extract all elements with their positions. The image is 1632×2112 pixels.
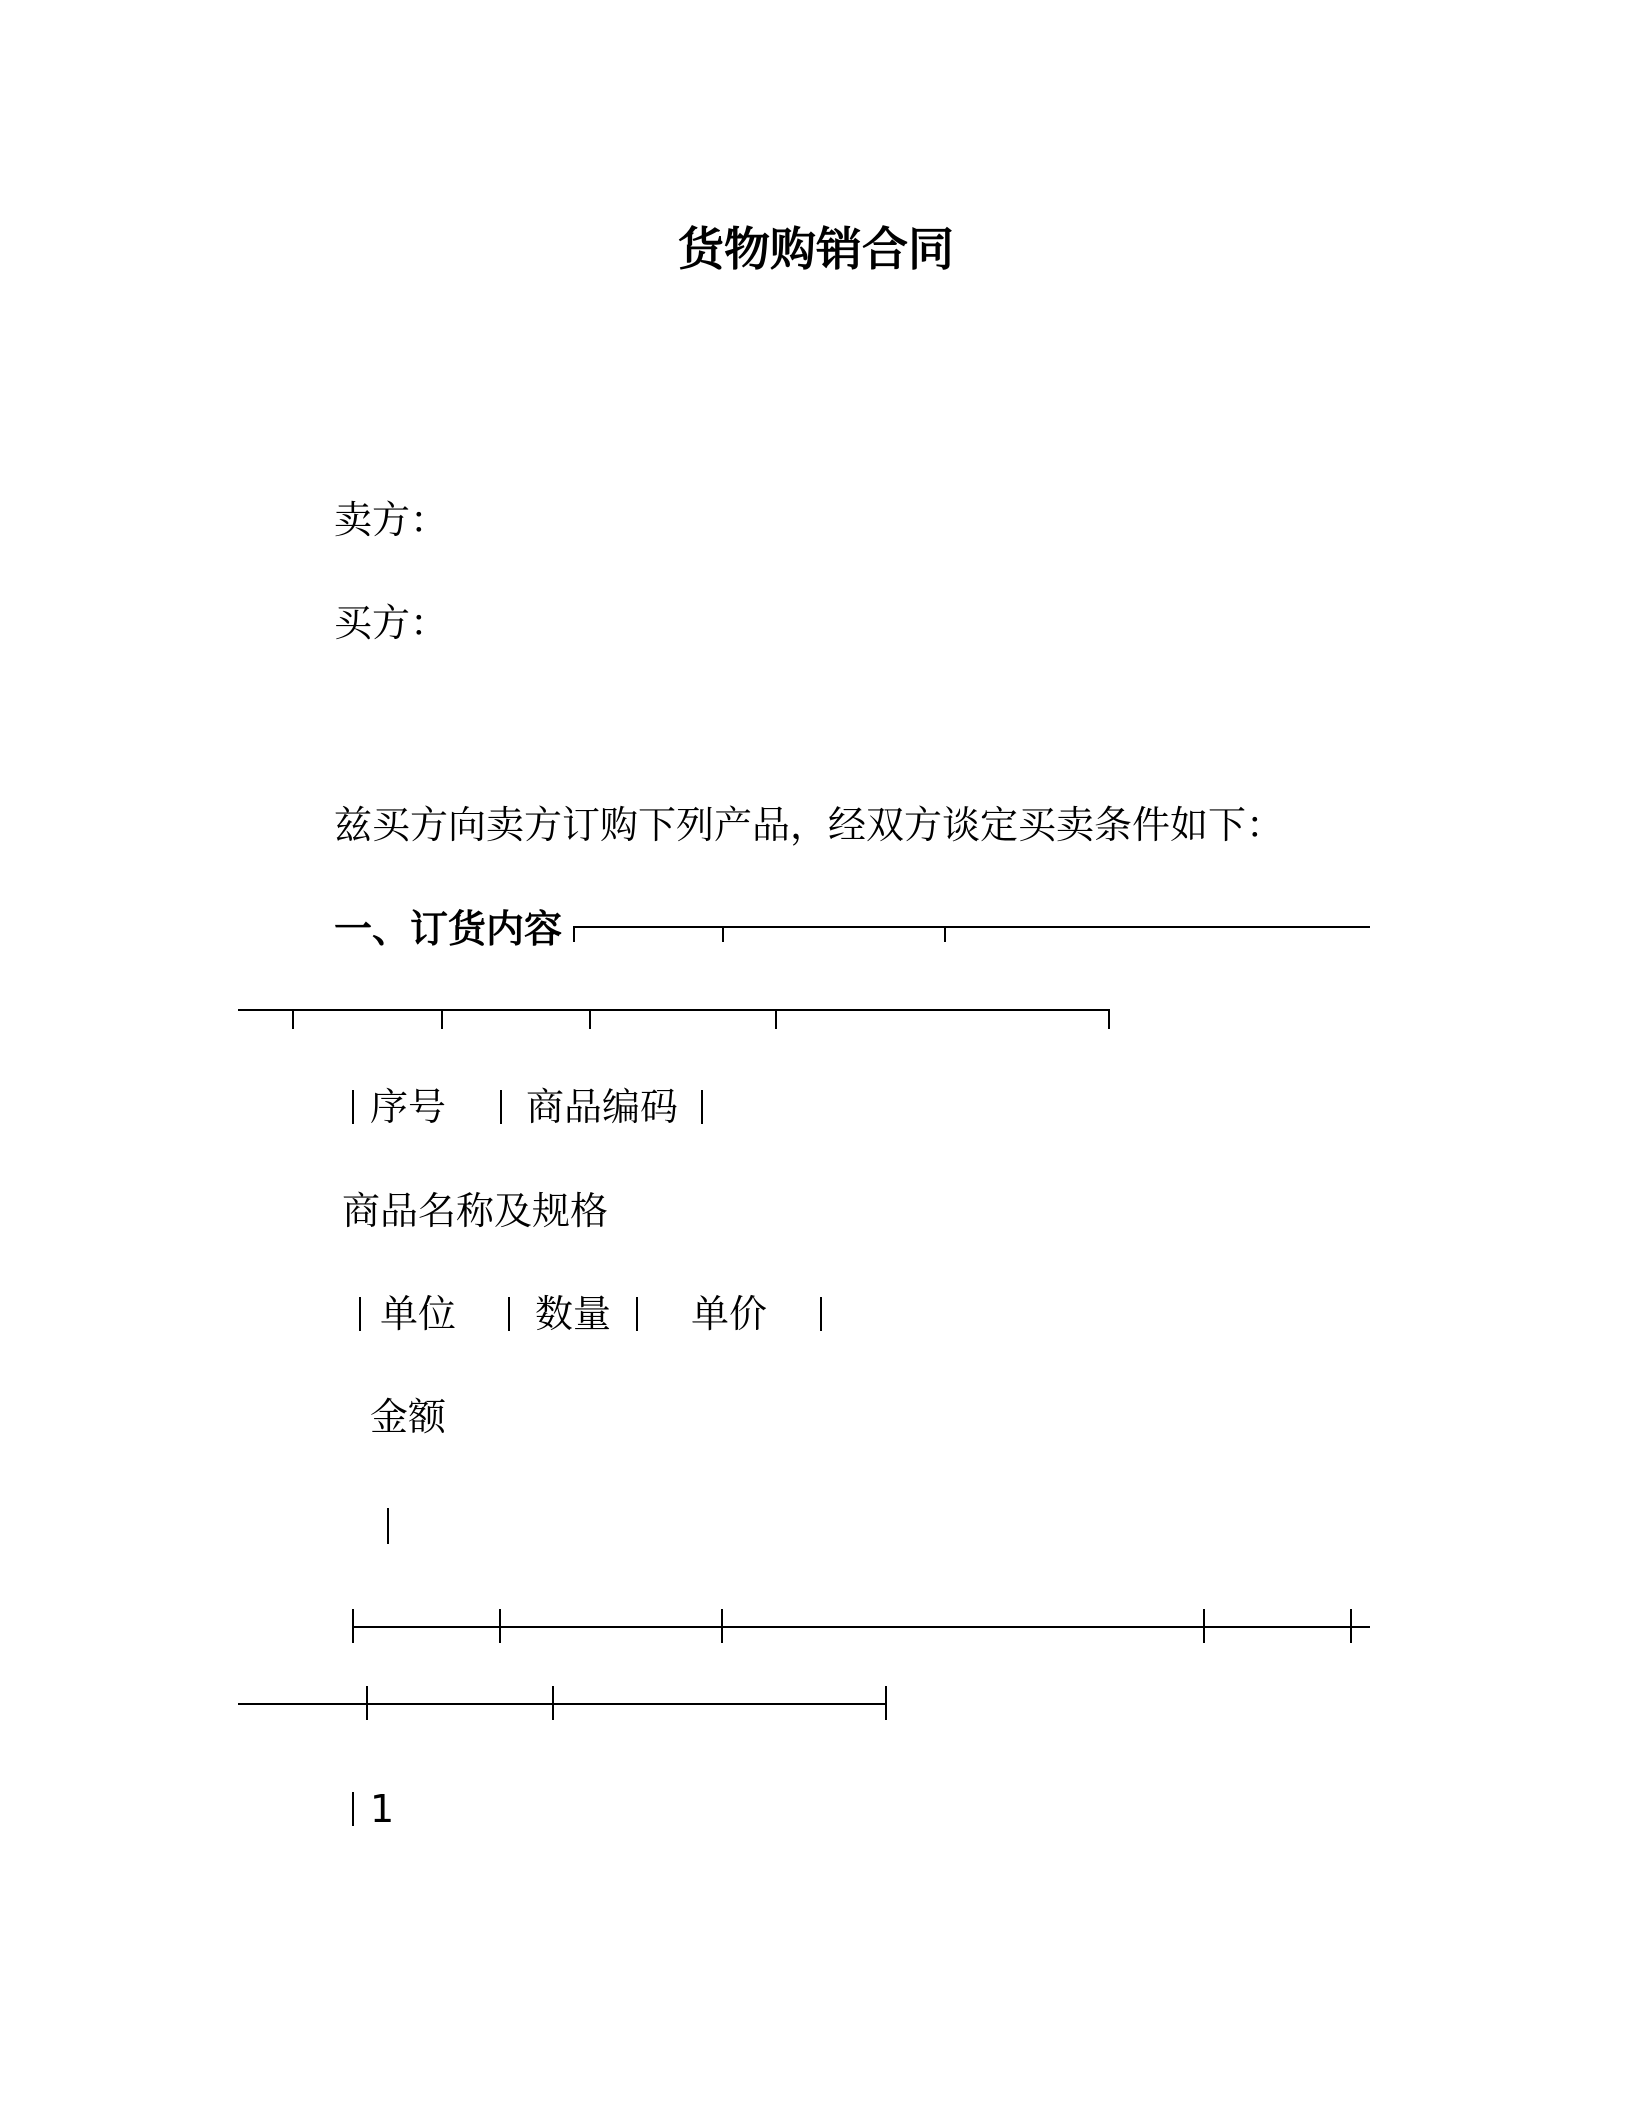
table-rule	[238, 1009, 1109, 1011]
row-tick	[885, 1686, 887, 1720]
header-seq: 序号	[370, 1085, 447, 1129]
row-rule	[238, 1703, 886, 1705]
cell-border	[820, 1297, 822, 1331]
table-rule	[573, 926, 1370, 928]
cell-border	[636, 1297, 638, 1331]
row-tick	[1203, 1609, 1205, 1643]
cell-border	[500, 1090, 502, 1124]
buyer-label: 买方：	[334, 601, 449, 645]
table-tick	[573, 926, 575, 942]
seller-label: 卖方：	[334, 498, 449, 542]
table-tick	[722, 926, 724, 942]
document-title: 货物购销合同	[678, 222, 954, 276]
header-amount: 金额	[370, 1395, 447, 1439]
row-tick	[1350, 1609, 1352, 1643]
cell-border	[387, 1508, 389, 1544]
row-tick	[552, 1686, 554, 1720]
cell-border	[359, 1297, 361, 1331]
table-tick	[441, 1009, 443, 1029]
header-qty: 数量	[535, 1292, 612, 1336]
row-tick	[499, 1609, 501, 1643]
cell-border	[352, 1792, 354, 1826]
intro-paragraph: 兹买方向卖方订购下列产品，经双方谈定买卖条件如下：	[334, 803, 1285, 847]
row-tick	[366, 1686, 368, 1720]
cell-border	[508, 1297, 510, 1331]
cell-border	[352, 1090, 354, 1124]
row-rule	[352, 1626, 1370, 1628]
table-tick	[589, 1009, 591, 1029]
row-tick	[352, 1609, 354, 1643]
table-tick	[292, 1009, 294, 1029]
row-1-seq: 1	[370, 1787, 395, 1831]
table-tick	[775, 1009, 777, 1029]
row-tick	[721, 1609, 723, 1643]
section-heading-order-content: 一、订货内容	[334, 907, 563, 951]
header-name-spec: 商品名称及规格	[342, 1189, 609, 1233]
header-unit: 单位	[380, 1292, 457, 1336]
header-code: 商品编码	[526, 1085, 679, 1129]
header-price: 单价	[691, 1292, 768, 1336]
table-tick	[944, 926, 946, 942]
cell-border	[701, 1090, 703, 1124]
table-tick	[1108, 1009, 1110, 1029]
